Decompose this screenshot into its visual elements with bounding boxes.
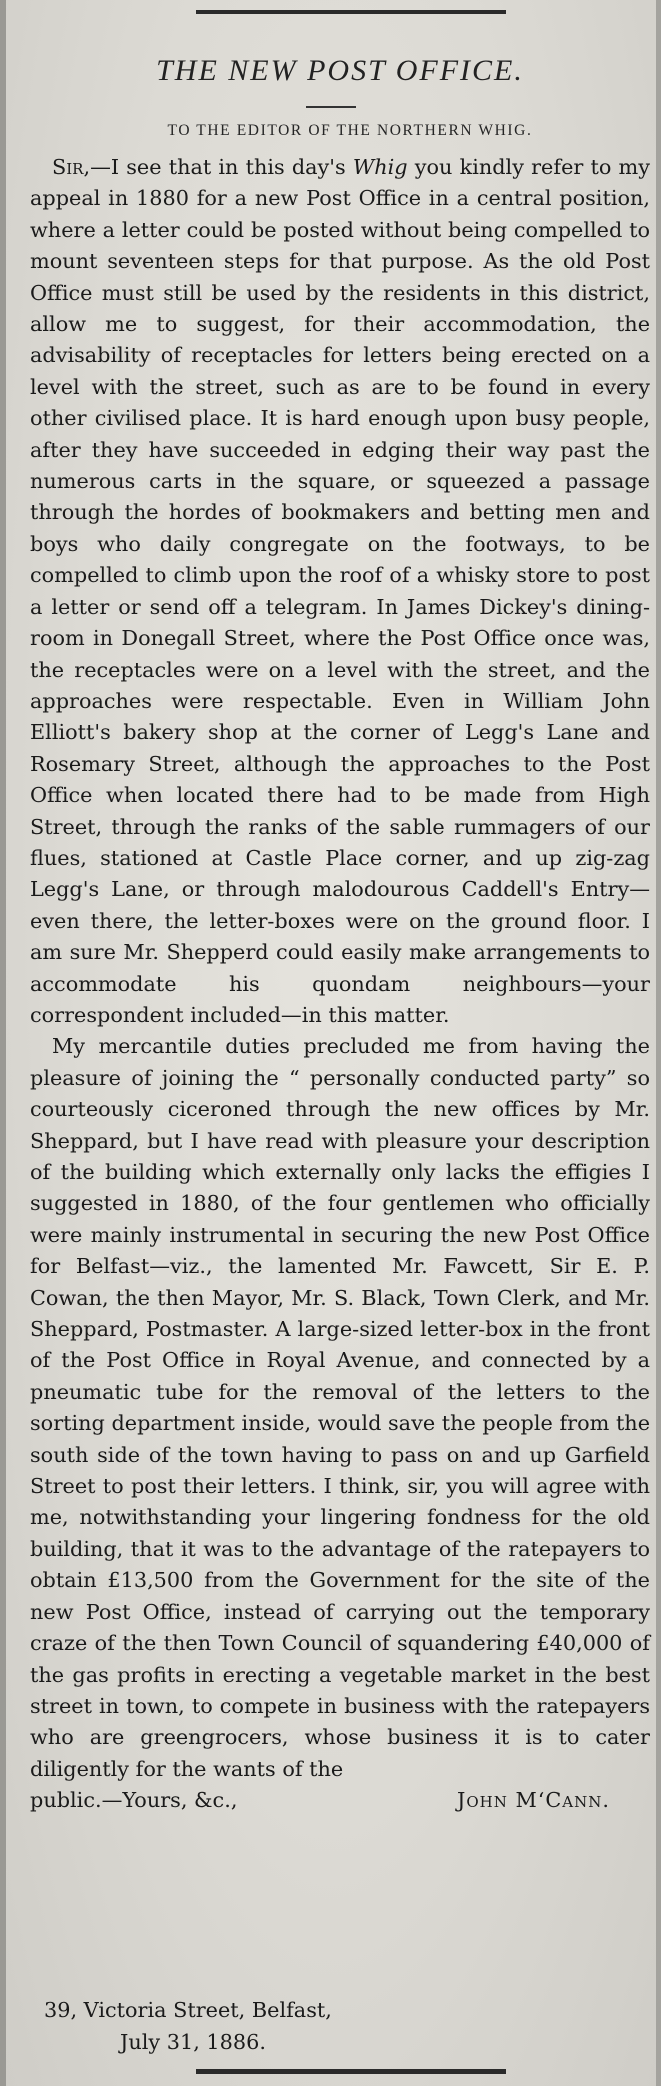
bottom-rule: [196, 2069, 506, 2074]
article-title: THE NEW POST OFFICE.: [156, 54, 524, 87]
paragraph-1-text: you kindly refer to my appeal in 1880 for a new Post Office in a central position, where a letter could be posted without being compelled to mount seventeen steps for that purpose. As the old Post Office must still be used by the residents in this district, allow me to suggest, for their accommodation, the advisability of receptacles for letters being erected on a level with the street, such as are to be found in every other civilised place. It is hard enough upon busy people, after they have succeeded in edging their way past the numerous carts in the square, or squeezed a passage through the hordes of bookmakers and betting men and boys who daily congregate on the footways, to be compelled to climb upon the roof of a whisky store to post a letter or send off a telegram. In James Dickey's dining-room in Donegall Street, where the Post Office once was, the receptacles were on a level with the street, and the approaches were respectable. Even in William John Elliott's bakery shop at the corner of Legg's Lane and Rosemary Street, although the approaches to the Post Office when located there had to be made from High Street, through the ranks of the sable rummagers of our flues, stationed at Castle Place corner, and up zig-zag Legg's Lane, or through malodourous Caddell's Entry—even there, the letter-boxes were on the ground floor. I am sure Mr. Shepperd could easily make arrangements to accommodate his quondam neighbours—your correspondent included—in this matter.: [30, 155, 650, 1027]
top-rule: [196, 10, 506, 14]
paragraph-2: My mercantile duties precluded me from having the pleasure of joining the “ personally conducted party” so courteously ciceroned through the new offices by Mr. Sheppard, but I have read with pleasure your description of the building which externally only lacks the effigies I suggested in 1880, of the four gentlemen who officially were mainly instrumental in securing the new Post Office for Belfast—viz., the lamented Mr. Fawcett, Sir E. P. Cowan, the then Mayor, Mr. S. Black, Town Clerk, and Mr. Sheppard, Postmaster. A large-sized letter-box in the front of the Post Office in Royal Avenue, and connected by a pneumatic tube for the removal of the letters to the sorting department inside, would save the people from the south side of the town having to pass on and up Garfield Street to post their letters. I think, sir, you will agree with me, notwithstanding your lingering fondness for the old building, that it was to the advantage of the ratepayers to obtain £13,500 from the Government for the site of the new Post Office, instead of carrying out the temporary craze of the then Town Council of squandering £40,000 of the gas profits in erecting a vegetable market in the best street in town, to compete in business with the ratepayers who are greengrocers, whose business it is to cater diligently for the wants of the: [30, 1034, 650, 1781]
letter-date: July 31, 1886.: [120, 2030, 266, 2054]
newspaper-name: Whig: [352, 155, 408, 179]
title-divider: [306, 106, 356, 108]
closing: public.—Yours, &c.,: [30, 1788, 238, 1813]
paragraph-1-opening: —I see that in this day's: [90, 155, 353, 179]
signoff-line: [30, 1785, 650, 1816]
salutation: Sir,: [52, 155, 91, 179]
letter-body: [30, 152, 650, 1817]
addressee-line: TO THE EDITOR OF THE NORTHERN WHIG.: [167, 122, 533, 139]
sender-address: 39, Victoria Street, Belfast,: [44, 1998, 332, 2022]
paragraph-1: [30, 152, 650, 1031]
signature: John M‘Cann.: [457, 1788, 610, 1813]
